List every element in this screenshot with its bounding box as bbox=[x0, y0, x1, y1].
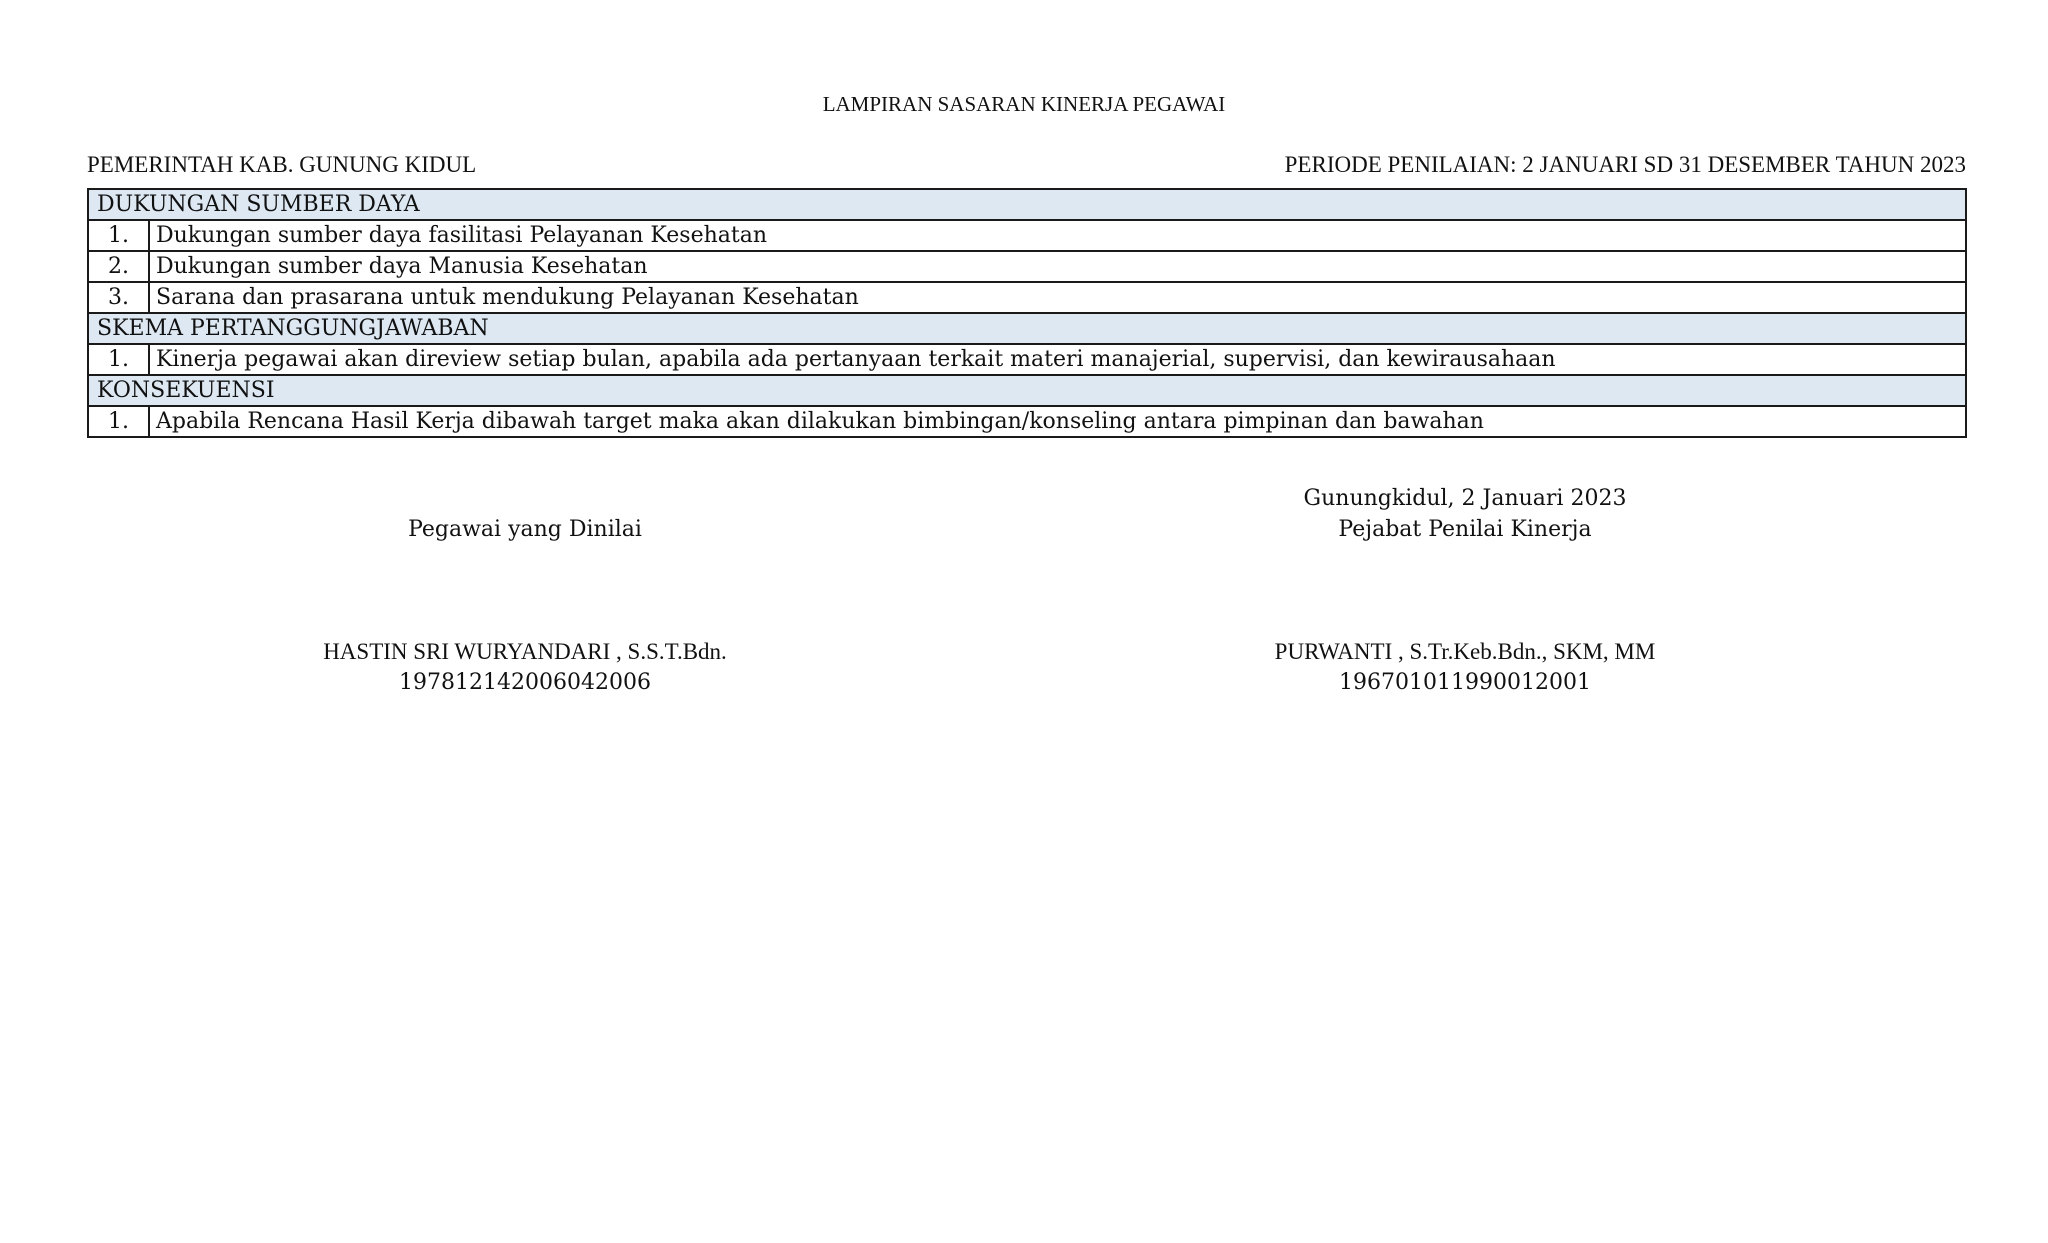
item-number: 1. bbox=[88, 220, 149, 251]
item-number: 2. bbox=[88, 251, 149, 282]
section-heading: KONSEKUENSI bbox=[88, 375, 1966, 406]
appraiser-name: PURWANTI , S.Tr.Keb.Bdn., SKM, MM bbox=[1274, 639, 1656, 664]
item-number: 3. bbox=[88, 282, 149, 313]
section-header-row bbox=[88, 313, 1966, 344]
section-heading: DUKUNGAN SUMBER DAYA bbox=[88, 189, 1966, 220]
appraisee-caption: Pegawai yang Dinilai bbox=[408, 517, 642, 542]
item-text: Kinerja pegawai akan direview setiap bulan, apabila ada pertanyaan terkait materi manajerial, supervisi, dan kewirausahaan bbox=[149, 344, 1966, 375]
item-text: Apabila Rencana Hasil Kerja dibawah target maka akan dilakukan bimbingan/konseling antara pimpinan dan bawahan bbox=[149, 406, 1966, 437]
section-header-row bbox=[88, 189, 1966, 220]
table-row bbox=[88, 406, 1966, 437]
agency-name: PEMERINTAH KAB. GUNUNG KIDUL bbox=[87, 152, 477, 177]
appraiser-nip: 196701011990012001 bbox=[1339, 670, 1591, 695]
target-details-table bbox=[87, 188, 1967, 438]
signing-place-date: Gunungkidul, 2 Januari 2023 bbox=[1303, 486, 1627, 511]
table-row bbox=[88, 220, 1966, 251]
item-number: 1. bbox=[88, 406, 149, 437]
item-text: Dukungan sumber daya fasilitasi Pelayanan Kesehatan bbox=[149, 220, 1966, 251]
section-header-row bbox=[88, 375, 1966, 406]
item-text: Sarana dan prasarana untuk mendukung Pelayanan Kesehatan bbox=[149, 282, 1966, 313]
table-row bbox=[88, 251, 1966, 282]
item-number: 1. bbox=[88, 344, 149, 375]
section-heading: SKEMA PERTANGGUNGJAWABAN bbox=[88, 313, 1966, 344]
table-row bbox=[88, 344, 1966, 375]
table-row bbox=[88, 282, 1966, 313]
appraiser-caption: Pejabat Penilai Kinerja bbox=[1338, 517, 1592, 542]
appraisee-nip: 197812142006042006 bbox=[399, 670, 651, 695]
item-text: Dukungan sumber daya Manusia Kesehatan bbox=[149, 251, 1966, 282]
assessment-period: PERIODE PENILAIAN: 2 JANUARI SD 31 DESEMBER TAHUN 2023 bbox=[1284, 152, 1966, 177]
document-title: LAMPIRAN SASARAN KINERJA PEGAWAI bbox=[822, 92, 1226, 116]
appraisee-name: HASTIN SRI WURYANDARI , S.S.T.Bdn. bbox=[323, 639, 727, 664]
